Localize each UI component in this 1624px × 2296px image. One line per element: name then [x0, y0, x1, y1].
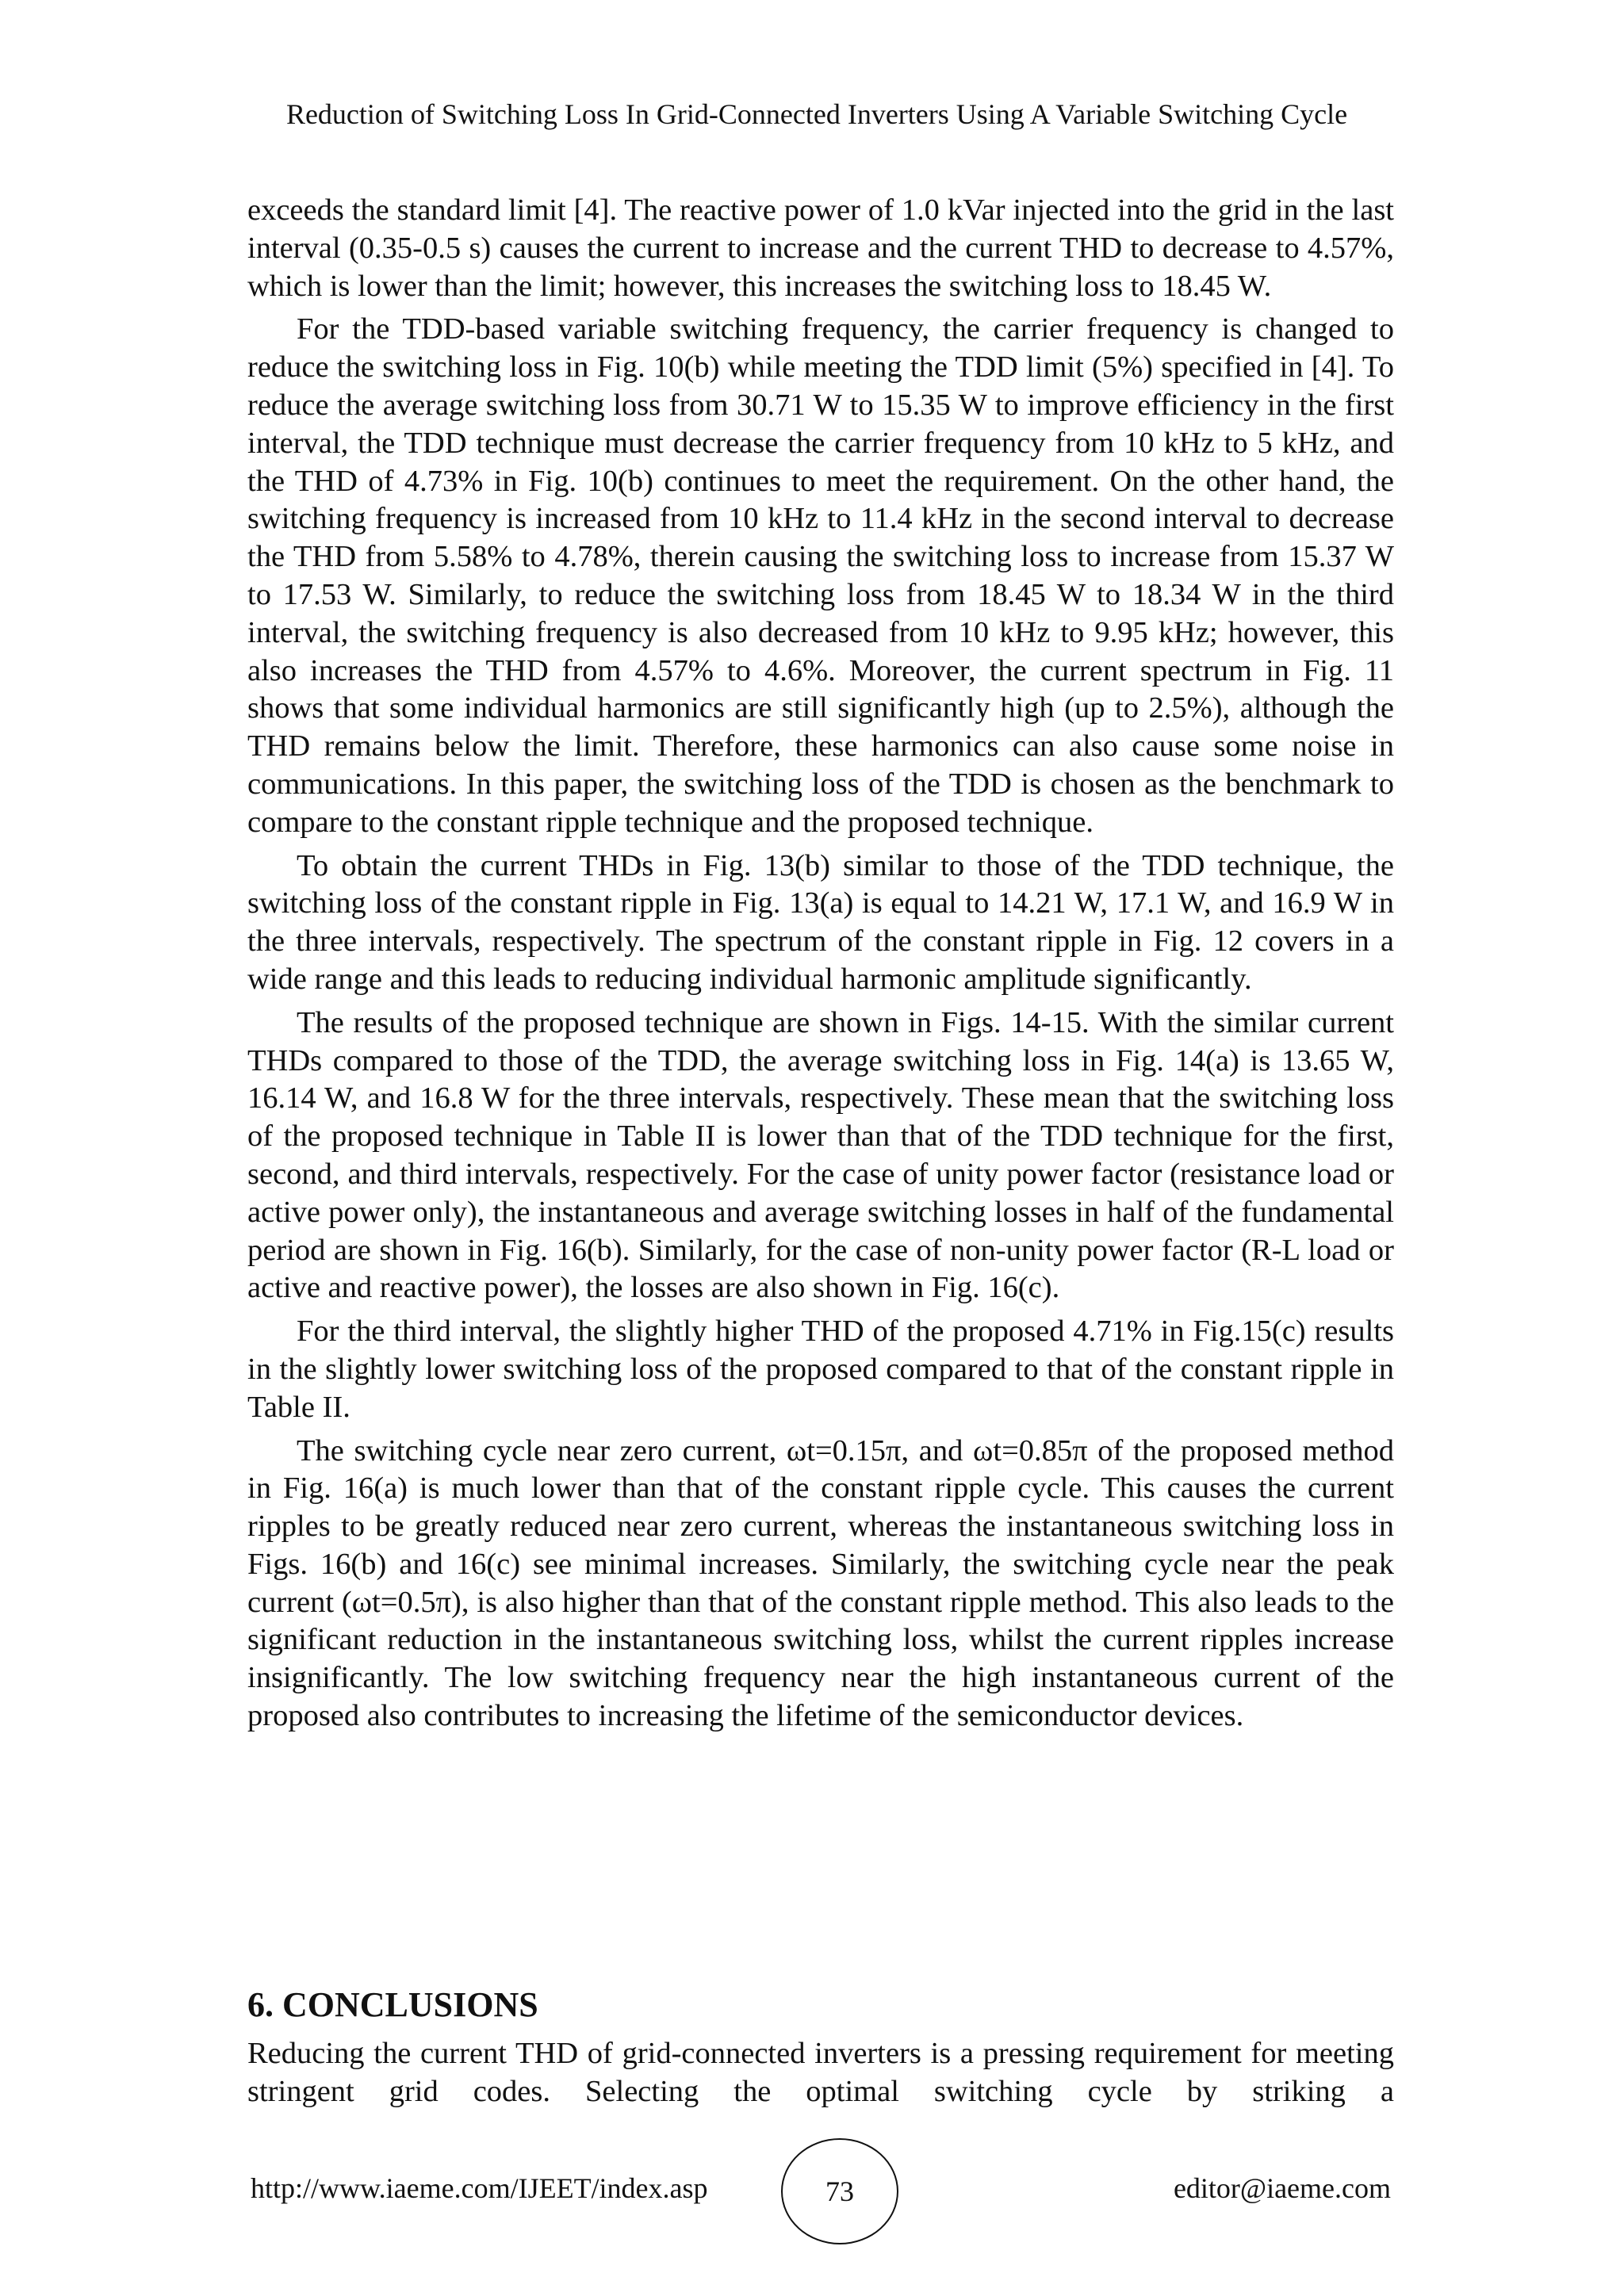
paragraph-2: For the TDD-based variable switching frequency, the carrier frequency is changed to reduce the switching loss in Fig. 10(b) while meeting the TDD limit (5%) specified in [4]. To reduce the average switching loss from 30.71 W to 15.35 W to improve efficiency in the first interval, the TDD technique must decrease the carrier frequency from 10 kHz to 5 kHz, and the THD of 4.73% in Fig. 10(b) continues to meet the requirement. On the other hand, the switching frequency is increased from 10 kHz to 11.4 kHz in the second interval to decrease the THD from 5.58% to 4.78%, therein causing the switching loss to increase from 15.37 W to 17.53 W. Similarly, to reduce the switching loss from 18.45 W to 18.34 W in the third interval, the switching frequency is also decreased from 10 kHz to 9.95 kHz; however, this also increases the THD from 4.57% to 4.6%. Moreover, the current spectrum in Fig. 11 shows that some individual harmonics are still significantly high (up to 2.5%), although the THD remains below the limit. Therefore, these harmonics can also cause some noise in communications. In this paper, the switching loss of the TDD is chosen as the benchmark to compare to the constant ripple technique and the proposed technique.	[247, 312, 1394, 839]
page-number-circle	[781, 2138, 898, 2244]
paragraph-1: exceeds the standard limit [4]. The reactive power of 1.0 kVar injected into the grid in the last interval (0.35-0.5 s) causes the current to increase and the current THD to decrease to 4.57%, which is lower than the limit; however, this increases the switching loss to 18.45 W.	[247, 193, 1394, 303]
body-text	[247, 192, 1394, 1741]
footer-email-link[interactable]: editor@iaeme.com	[1173, 2172, 1391, 2204]
paragraph-3: To obtain the current THDs in Fig. 13(b) similar to those of the TDD technique, the switching loss of the constant ripple in Fig. 13(a) is equal to 14.21 W, 17.1 W, and 16.9 W in the three intervals, respectively. The spectrum of the constant ripple in Fig. 12 covers in a wide range and this leads to reducing individual harmonic amplitude significantly.	[247, 848, 1394, 996]
paragraph-5: For the third interval, the slightly higher THD of the proposed 4.71% in Fig.15(c) results in the slightly lower switching loss of the proposed compared to that of the constant ripple in Table II.	[247, 1314, 1394, 1424]
footer-url-link[interactable]: http://www.iaeme.com/IJEET/index.asp	[251, 2172, 708, 2204]
conclusion-paragraph: Reducing the current THD of grid-connected inverters is a pressing requirement for meeting stringent grid codes. Selecting the optimal switching cycle by striking a	[247, 2037, 1394, 2108]
paragraph-6: The switching cycle near zero current, ωt=0.15π, and ωt=0.85π of the proposed method in Fig. 16(a) is much lower than that of the constant ripple cycle. This causes the current ripples to be greatly reduced near zero current, whereas the instantaneous switching loss in Figs. 16(b) and 16(c) see minimal increases. Similarly, the switching cycle near the peak current (ωt=0.5π), is also higher than that of the constant ripple method. This also leads to the significant reduction in the instantaneous switching loss, whilst the current ripples increase insignificantly. The low switching frequency near the high instantaneous current of the proposed also contributes to increasing the lifetime of the semiconductor devices.	[247, 1433, 1394, 1733]
running-header: Reduction of Switching Loss In Grid-Connected Inverters Using A Variable Switching Cycle	[285, 98, 1348, 130]
conclusion-text	[247, 2035, 1394, 2111]
page-number: 73	[825, 2175, 854, 2207]
section-heading-conclusions: 6. CONCLUSIONS	[247, 1985, 538, 2024]
paragraph-4: The results of the proposed technique are shown in Figs. 14-15. With the similar current THDs compared to those of the TDD, the average switching loss in Fig. 14(a) is 13.65 W, 16.14 W, and 16.8 W for the three intervals, respectively. These mean that the switching loss of the proposed technique in Table II is lower than that of the TDD technique for the first, second, and third intervals, respectively. For the case of unity power factor (resistance load or active power only), the instantaneous and average switching losses in half of the fundamental period are shown in Fig. 16(b). Similarly, for the case of non-unity power factor (R-L load or active and reactive power), the losses are also shown in Fig. 16(c).	[247, 1005, 1394, 1305]
